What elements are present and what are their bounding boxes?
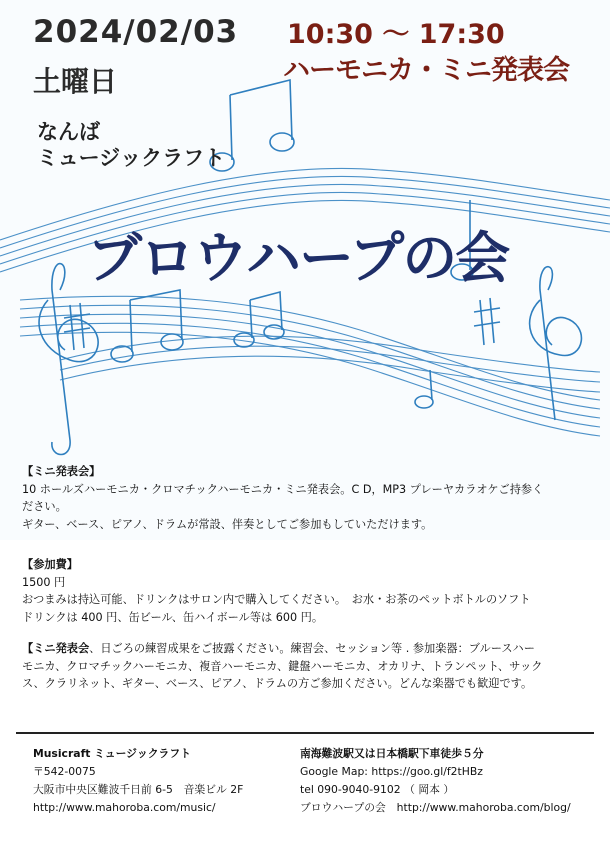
footer-map-link[interactable]: Google Map: https://goo.gl/f2tHBz — [300, 765, 483, 778]
fee-section-title: 【参加費】 — [22, 558, 78, 571]
mini-section-title: 【ミニ発表会】 — [22, 465, 101, 478]
mini-line-3: ギター、ベース、ピアノ、ドラムが常設、伴奏としてご参加もしていただけます。 — [22, 517, 433, 531]
footer-divider — [16, 732, 594, 734]
footer-left — [33, 745, 243, 817]
note-line-1: 【ミニ発表会、日ごろの練習成果をご披露ください。練習会、セッション等 . 参加楽器：ブルースハー — [22, 642, 535, 655]
event-date: 2024/02/03 — [33, 14, 239, 50]
footer-shop-url[interactable]: http://www.mahoroba.com/music/ — [33, 801, 216, 814]
note-line-3: ス、クラリネット、ギター、ベース、ピアノ、ドラムの方ご参加ください。どんな楽器でも歓迎です。 — [22, 677, 533, 690]
note-section-title: 【ミニ発表会 — [22, 642, 90, 655]
mini-section — [22, 463, 592, 533]
venue-line-1: なんば — [37, 120, 100, 144]
footer-right — [300, 745, 571, 817]
note-line-2: モニカ、クロマチックハーモニカ、複音ハーモニカ、鍵盤ハーモニカ、オカリナ、トランペット、サック — [22, 659, 543, 673]
venue-line-2: ミュージックラフト — [37, 146, 226, 170]
event-time: 10:30 ～ 17:30 — [287, 19, 505, 50]
mini-line-2: ださい。 — [22, 500, 67, 513]
event-name: ハーモニカ・ミニ発表会 — [283, 55, 569, 86]
footer-blog-link[interactable]: ブロウハープの会 http://www.mahoroba.com/blog/ — [300, 801, 571, 814]
footer-postal: 〒542-0075 — [33, 765, 96, 778]
footer-address: 大阪市中央区難波千日前 6-5 音楽ビル 2F — [33, 783, 244, 796]
fee-line-2: おつまみは持込可能、ドリンクはサロン内で購入してください。 お水・お茶のペットボトルのソフト — [22, 593, 531, 606]
fee-line-1: 1500 円 — [22, 575, 66, 589]
flyer-headline: ブロウハープの会 — [87, 226, 509, 290]
footer-tel: tel 090-9040-9102 （ 岡本 ） — [300, 783, 455, 796]
mini-line-1: 10 ホールズハーモニカ・クロマチックハーモニカ・ミニ発表会。C D，MP3 プレーヤカラオケご持参く — [22, 482, 544, 496]
fee-section — [22, 556, 592, 626]
fee-line-3: ドリンクは 400 円、缶ビール、缶ハイボール等は 600 円。 — [22, 610, 324, 624]
note-section — [22, 640, 592, 693]
footer-shop-name: Musicraft ミュージックラフト — [33, 747, 191, 760]
event-weekday: 土曜日 — [33, 65, 118, 98]
footer-access: 南海難波駅又は日本橋駅下車徒歩５分 — [300, 747, 484, 760]
